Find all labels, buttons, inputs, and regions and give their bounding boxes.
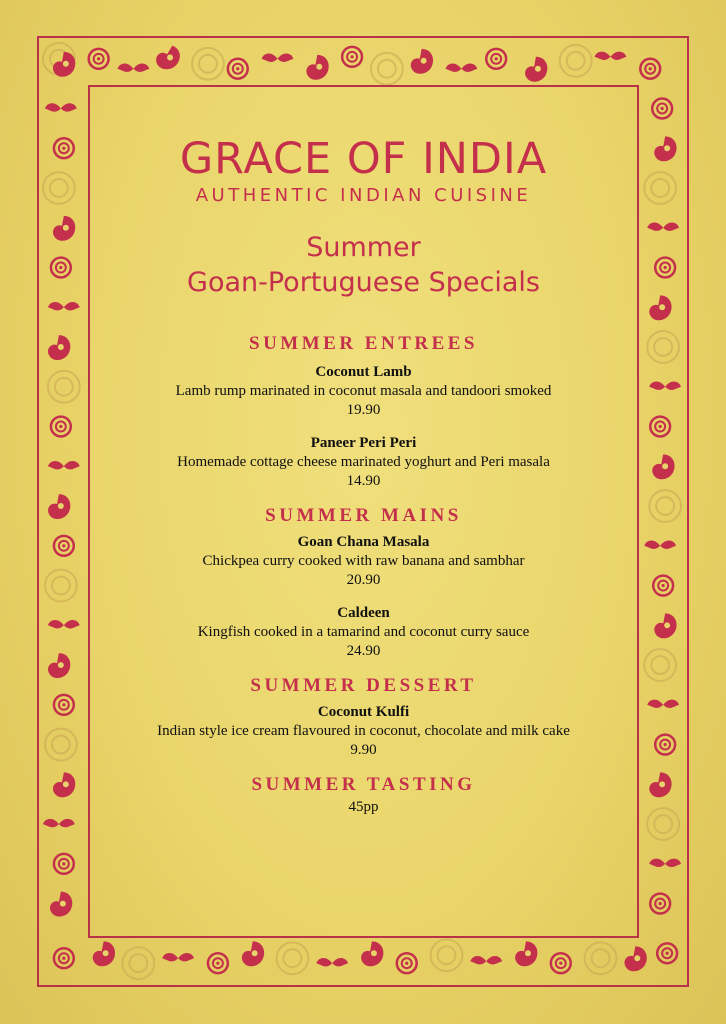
section-title-tasting: SUMMER TASTING xyxy=(251,774,476,795)
section-title-entrees: SUMMER ENTREES xyxy=(249,333,478,354)
item-name: Coconut Lamb xyxy=(315,364,412,380)
menu-item xyxy=(88,363,639,420)
item-price: 9.90 xyxy=(350,742,377,758)
section-title-mains: SUMMER MAINS xyxy=(265,505,462,526)
menu-item xyxy=(88,798,639,817)
item-description: Indian style ice cream flavoured in coconut, chocolate and milk cake xyxy=(157,723,570,739)
menu-title-line1: Summer xyxy=(306,232,421,263)
item-price: 24.90 xyxy=(346,643,381,659)
menu-item xyxy=(88,703,639,760)
item-description: Chickpea curry cooked with raw banana and sambhar xyxy=(202,553,525,569)
section-title-dessert: SUMMER DESSERT xyxy=(250,675,477,696)
menu-content xyxy=(88,85,639,817)
menu-item xyxy=(88,604,639,661)
item-description: Lamb rump marinated in coconut masala and tandoori smoked xyxy=(175,383,552,399)
item-name: Goan Chana Masala xyxy=(297,534,430,550)
tasting-price: 45pp xyxy=(348,799,379,815)
item-price: 20.90 xyxy=(346,572,381,588)
item-price: 14.90 xyxy=(346,473,381,489)
menu-title xyxy=(88,230,639,300)
menu-title-line2: Goan-Portuguese Specials xyxy=(187,267,540,298)
item-name: Caldeen xyxy=(337,605,390,621)
item-description: Kingfish cooked in a tamarind and coconut curry sauce xyxy=(197,624,530,640)
restaurant-name: GRACE OF INDIA xyxy=(179,134,548,184)
restaurant-tagline: AUTHENTIC INDIAN CUISINE xyxy=(195,185,532,206)
item-name: Coconut Kulfi xyxy=(317,704,410,720)
menu-item xyxy=(88,434,639,491)
item-name: Paneer Peri Peri xyxy=(310,435,417,451)
item-price: 19.90 xyxy=(346,402,381,418)
item-description: Homemade cottage cheese marinated yoghurt and Peri masala xyxy=(177,454,550,470)
menu-item xyxy=(88,533,639,590)
